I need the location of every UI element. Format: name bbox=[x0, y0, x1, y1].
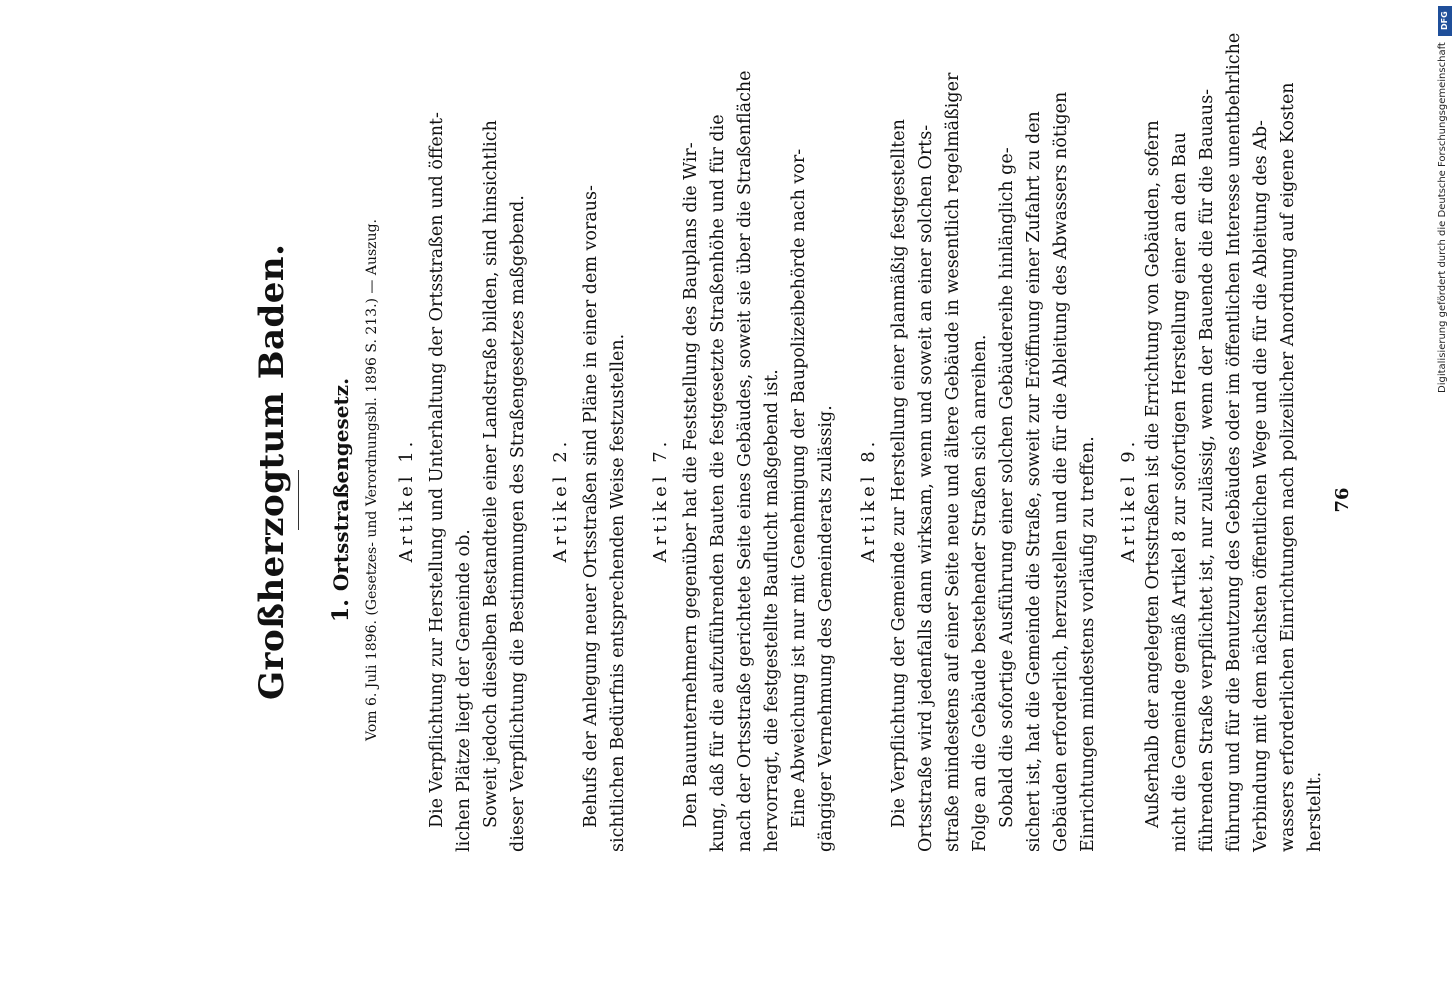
page-number: 76 bbox=[1332, 487, 1353, 513]
title-rule bbox=[298, 470, 299, 530]
article-paragraph bbox=[424, 112, 532, 852]
text-line: Eine Abweichung ist nur mit Genehmigung der Baupolizeibehörde nach vor- bbox=[789, 148, 809, 828]
text-line: herstellt. bbox=[1305, 771, 1325, 852]
text-line: Behufs der Anlegung neuer Ortsstraßen sind Pläne in einer dem voraus- bbox=[581, 185, 601, 828]
article-paragraph bbox=[678, 70, 840, 852]
page-title: Großherzogtum Baden. bbox=[252, 243, 292, 700]
law-number: 1. bbox=[328, 599, 354, 623]
text-line: wassers erforderlichen Einrichtungen nach polizeilicher Anordnung auf eigene Kosten bbox=[1278, 82, 1298, 852]
text-line: kung, daß für die aufzuführenden Bauten die festgesetzte Straßenhöhe und für die bbox=[708, 114, 728, 852]
text-line: Verbindung mit dem nächsten öffentlichen Wege und die für die Ableitung des Ab- bbox=[1251, 120, 1271, 852]
text-line: dieser Verpflichtung die Bestimmungen des Straßengesetzes maßgebend. bbox=[508, 195, 528, 852]
text-line: straße mindestens auf einer Seite neue und ältere Gebäude in wesentlich regelmäßiger bbox=[943, 72, 963, 852]
text-line: lichen Plätze liegt der Gemeinde ob. bbox=[454, 529, 474, 852]
dfg-logo: DFG bbox=[1438, 6, 1452, 36]
text-line: Folge an die Gebäude bestehender Straßen sich anreihen. bbox=[970, 334, 990, 852]
text-line: Einrichtungen mindestens vorläufig zu treffen. bbox=[1078, 436, 1098, 852]
article-heading: Artikel 8. bbox=[858, 437, 879, 563]
article-heading: Artikel 1. bbox=[396, 437, 417, 563]
article-paragraph bbox=[1140, 32, 1329, 852]
article-heading: Artikel 2. bbox=[550, 437, 571, 563]
law-name: Ortsstraßengesetz. bbox=[329, 377, 353, 592]
law-title bbox=[328, 200, 354, 800]
text-line: Gebäuden erforderlich, herzustellen und die für die Ableitung des Abwassers nötigen bbox=[1051, 91, 1071, 852]
text-line: führenden Straße verpflichtet ist, nur zulässig, wenn der Bauende die für die Bauaus- bbox=[1197, 88, 1217, 852]
article-heading: Artikel 9. bbox=[1118, 437, 1139, 563]
text-line: Den Bauunternehmern gegenüber hat die Feststellung des Bauplans die Wir- bbox=[681, 142, 701, 828]
law-meta: Vom 6. Juli 1896. (Gesetzes- und Verordnungsbl. 1896 S. 213.) — Auszug. bbox=[364, 219, 380, 741]
text-line: Soweit jedoch dieselben Bestandteile einer Landstraße bilden, sind hinsichtlich bbox=[481, 120, 501, 828]
text-line: Sobald die sofortige Ausführung einer solchen Gebäudereihe hinlänglich ge- bbox=[997, 147, 1017, 828]
text-line: sichtlichen Bedürfnis entsprechenden Weise festzustellen. bbox=[608, 333, 628, 852]
text-line: gängiger Vernehmung des Gemeinderats zulässig. bbox=[816, 405, 836, 852]
text-line: nach der Ortsstraße gerichtete Seite eines Gebäudes, soweit sie über die Straßenfläche bbox=[735, 70, 755, 852]
text-line: Die Verpflichtung zur Herstellung und Unterhaltung der Ortsstraßen und öffent- bbox=[427, 112, 447, 828]
text-line: führung und für die Benutzung des Gebäudes oder im öffentlichen Interesse unentbehrliche bbox=[1224, 32, 1244, 852]
text-line: Außerhalb der angelegten Ortsstraßen ist die Errichtung von Gebäuden, sofern bbox=[1143, 120, 1163, 828]
text-line: hervorragt, die festgestellte Bauflucht maßgebend ist. bbox=[762, 369, 782, 852]
article-paragraph bbox=[886, 72, 1102, 852]
article-heading: Artikel 7. bbox=[650, 437, 671, 563]
text-line: nicht die Gemeinde gemäß Artikel 8 zur sofortigen Herstellung einer an den Bau bbox=[1170, 132, 1190, 852]
text-line: sichert ist, hat die Gemeinde die Straße, soweit zur Eröffnung einer Zufahrt zu den bbox=[1024, 111, 1044, 852]
text-line: Ortsstraße wird jedenfalls dann wirksam, wenn und soweit an einer solchen Orts- bbox=[916, 124, 936, 852]
text-line: Die Verpflichtung der Gemeinde zur Herstellung einer planmäßig festgestellten bbox=[889, 119, 909, 828]
article-paragraph bbox=[578, 152, 632, 852]
dfg-credit: Digitalisierung gefördert durch die Deutsche Forschungsgemeinschaft bbox=[1437, 42, 1448, 393]
